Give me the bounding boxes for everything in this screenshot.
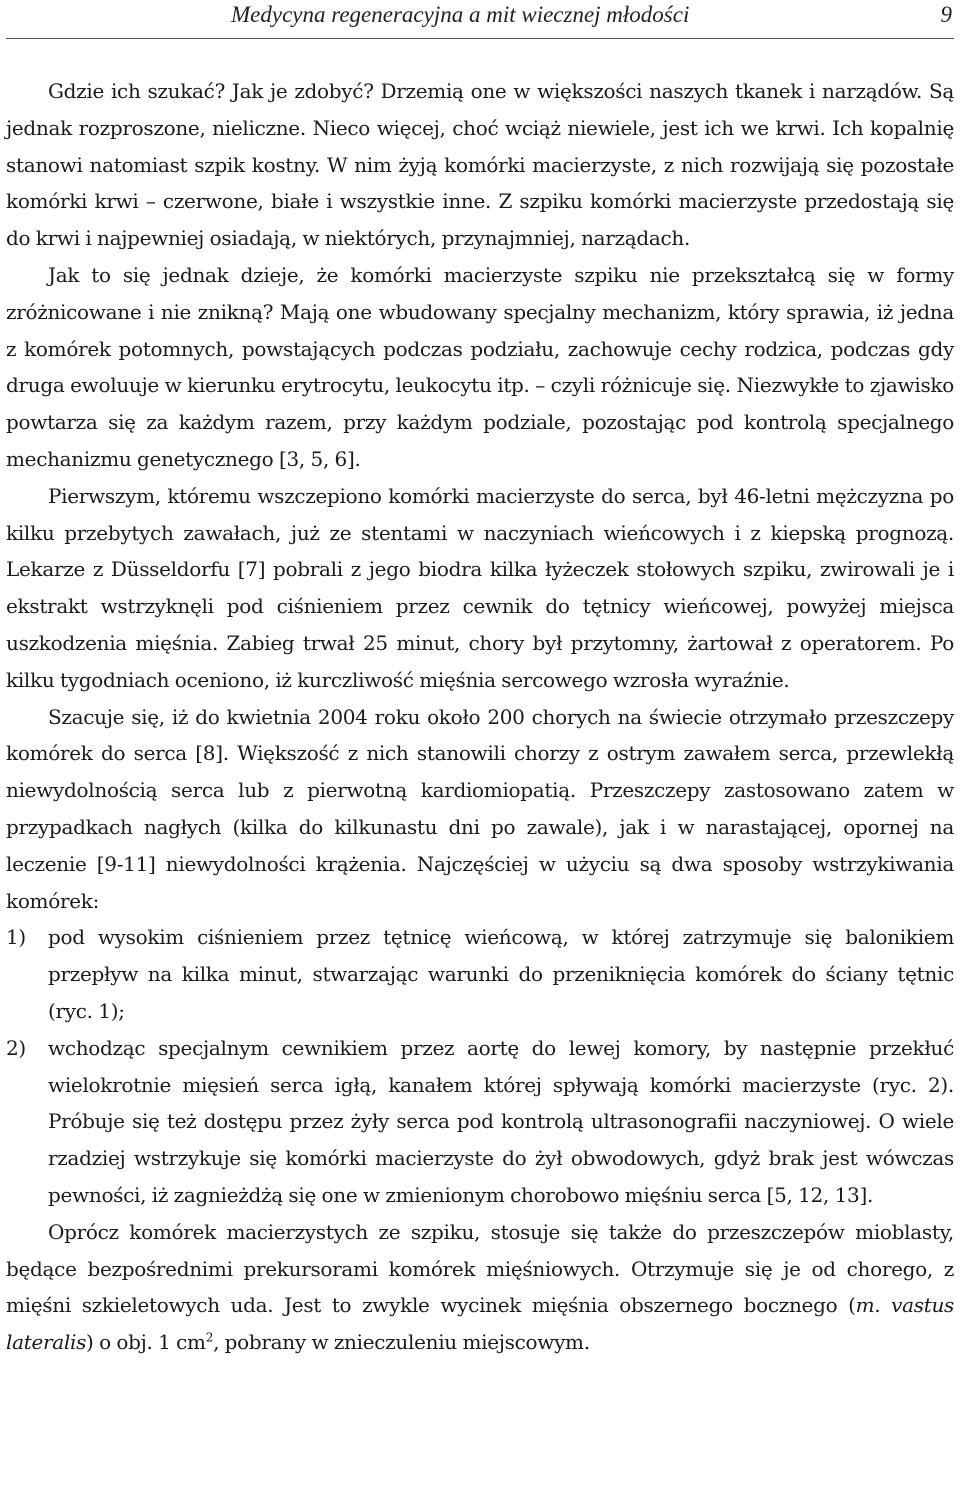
list-item — [6, 919, 954, 1029]
paragraph: Szacuje się, iż do kwietnia 2004 roku około 200 chorych na świecie otrzymało przeszczepy komórek do serca [8]. Większość z nich stanowili chorzy z ostrym zawałem serca, przewlekłą niewydolnością serca lub z pierwotną kardiomiopatią. Przeszczepy zastosowano zatem w przypadkach nagłych (kilka do kilkunastu dni po zawale), jak i w narastającej, opornej na leczenie [9-11] niewydolności krążenia. Najczęściej w użyciu są dwa sposoby wstrzykiwania komórek: — [6, 704, 954, 913]
paragraph: Gdzie ich szukać? Jak je zdobyć? Drzemią one w większości naszych tkanek i narządów. Są jednak rozproszone, nieliczne. Nieco więcej, choć wciąż niewiele, jest ich we krwi. Ich kopalnię stanowi natomiast szpik kostny. W nim żyją komórki macierzyste, z nich rozwijają się pozostałe komórki krwi – czerwone, białe i wszystkie inne. Z szpiku komórki macierzyste przedostają się do krwi i najpewniej osiadają, w niektórych, przynajmniej, narządach. — [6, 79, 954, 251]
page-number: 9 — [940, 2, 952, 27]
list-item — [6, 1030, 954, 1214]
list-item-number: 1) — [6, 925, 26, 950]
latin-term: m. vastus lateralis — [6, 1293, 954, 1355]
list-item-number: 2) — [6, 1035, 26, 1060]
paragraph-text: ) o obj. 1 cm — [86, 1330, 206, 1355]
running-title: Medycyna regeneracyjna a mit wiecznej młodości — [231, 2, 690, 27]
paragraph-text: Oprócz komórek macierzystych ze szpiku, stosuje się także do przeszczepów mioblasty, będące bezpośrednimi prekursorami komórek mięśniowych. Otrzymuje się je od chorego, z mięśni szkieletowych uda. Jest to zwykle wycinek mięśnia obszernego bocznego ( — [6, 1219, 954, 1318]
paragraph: Pierwszym, któremu wszczepiono komórki macierzyste do serca, był 46-letni mężczyzna po kilku przebytych zawałach, już ze stentami w naczyniach wieńcowych i z kiepską prognozą. Lekarze z Düsseldorfu [7] pobrali z jego biodra kilka łyżeczek stołowych szpiku, zwirowali je i ekstrakt wstrzyknęli pod ciśnieniem przez cewnik do tętnicy wieńcowej, powyżej miejsca uszkodzenia mięśnia. Zabieg trwał 25 minut, chory był przytomny, żartował z operatorem. Po kilku tygodniach oceniono, iż kurczliwość mięśnia sercowego wzrosła wyraźnie. — [6, 483, 954, 692]
numbered-list — [6, 919, 954, 1213]
paragraph — [6, 1214, 954, 1361]
running-header — [6, 0, 954, 39]
list-item-text: wchodząc specjalnym cewnikiem przez aortę do lewej komory, by następnie przekłuć wielokrotnie mięsień serca igłą, kanałem której spływają komórki macierzyste (ryc. 2). Próbuje się też dostępu przez żyły serca pod kontrolą ultrasonografii naczyniowej. O wiele rzadziej wstrzykuje się komórki macierzyste do żył obwodowych, gdyż brak jest wówczas pewności, iż zagnieżdżą się one w zmienionym chorobowo mięśniu serca [5, 12, 13]. — [48, 1035, 954, 1207]
list-item-text: pod wysokim ciśnieniem przez tętnicę wieńcową, w której zatrzymuje się balonikiem przepływ na kilka minut, stwarzając warunki do przeniknięcia komórek do ściany tętnic (ryc. 1); — [48, 925, 954, 1023]
paragraph-text: , pobrany w znieczuleniu miejscowym. — [213, 1330, 590, 1355]
body-text — [6, 73, 954, 1361]
paragraph: Jak to się jednak dzieje, że komórki macierzyste szpiku nie przekształcą się w formy zróżnicowane i nie znikną? Mają one wbudowany specjalny mechanizm, który sprawia, iż jedna z komórek potomnych, powstających podczas podziału, zachowuje cechy rodzica, podczas gdy druga ewoluuje w kierunku erytrocytu, leukocytu itp. – czyli różnicuje się. Niezwykłe to zjawisko powtarza się za każdym razem, przy każdym podziale, pozostając pod kontrolą specjalnego mechanizmu genetycznego [3, 5, 6]. — [6, 262, 954, 471]
superscript: 2 — [205, 1330, 214, 1345]
